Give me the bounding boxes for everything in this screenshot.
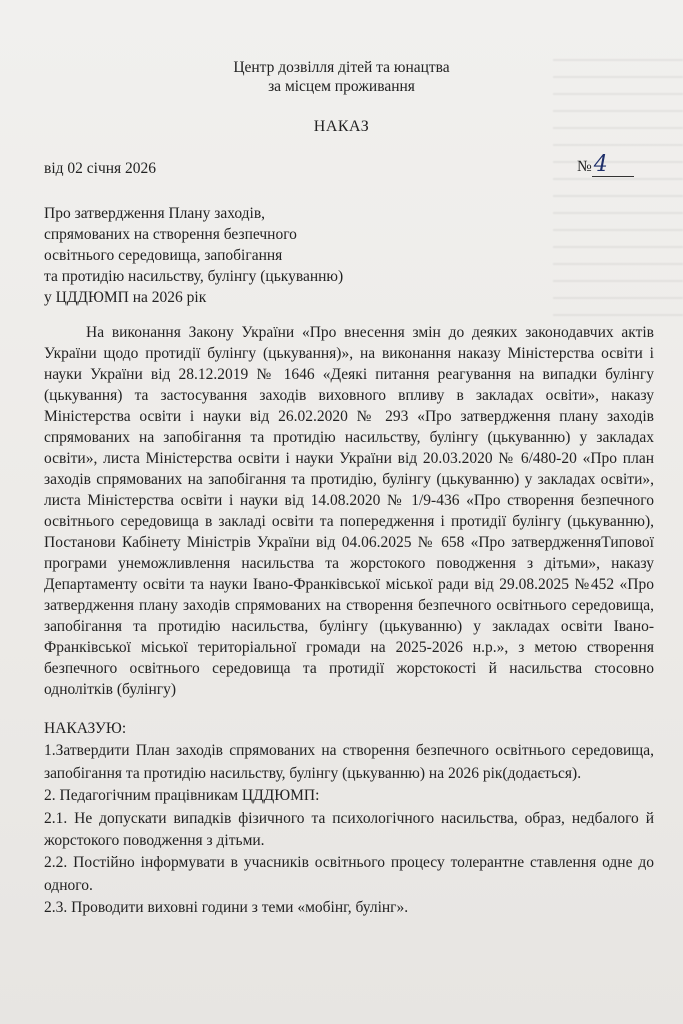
- document-title: НАКАЗ: [313, 118, 370, 135]
- order-item-2: 2. Педагогічним працівникам ЦДДЮМП:: [44, 787, 320, 805]
- number-sign: №: [577, 158, 592, 175]
- order-item-2-2: 2.2. Постійно інформувати в учасників освітнього процесу толерантне ставлення одне до одного.: [44, 854, 654, 894]
- preamble-paragraph: На виконання Закону України «Про внесення змін до деяких законодавчих актів України щодо протидії булінгу (цькування)», на виконання наказу Міністерства освіти і науки України від 28.12.2019 № 1646 «Деякі питання реагування на випадки булінгу (цькування) та застосування заходів виховного впливу в закладах освіти», наказу Міністерства освіти і науки від 26.02.2020 № 293 «Про затвердження плану заходів спрямованих на запобігання та протидію насильству, булінгу (цькуванню) у закладах освіти», листа Міністерства освіти і науки України від 20.03.2020 № 6/480-20 «Про план заходів спрямованих на запобігання та протидію, булінгу (цькуванню) у закладах освіти», листа Міністерства освіти і науки від 14.08.2020 № 1/9-436 «Про створення безпечного освітнього середовища в закладі освіти та попередження і протидії булінгу (цькуванню), Постанови Кабінету Міністрів України від 04.06.2025 № 658 «Про затвердженняТипової програми унеможливлення насильства та жорстокого поводження з дітьми», наказу Департаменту освіти та науки Івано-Франківської міської ради від 29.08.2025 №452 «Про затвердження плану заходів спрямованих на створення безпечного освітнього середовища, запобігання та протидію насильства, булінгу (цькуванню) у закладах освіти Івано-Франківської міської територіальної громади на 2025-2026 н.р.», з метою створення безпечного освітнього середовища та протидії жорстокості й насильства стосовно однолітків (булінгу): [44, 324, 654, 698]
- order-item-1: 1.Затвердити План заходів спрямованих на створення безпечного освітнього середовища, запобігання та протидію насильству, булінгу (цькуванню) на 2026 рік(додається).: [44, 742, 654, 782]
- orders-section: [44, 718, 654, 920]
- handwritten-order-number: 4: [592, 154, 634, 177]
- subject-line: освітнього середовища, запобігання: [44, 247, 283, 264]
- order-subject: [44, 203, 343, 308]
- subject-line: спрямованих на створення безпечного: [44, 226, 297, 243]
- order-item-2-3: 2.3. Проводити виховні години з теми «мобінг, булінг».: [44, 899, 409, 917]
- subject-line: у ЦДДЮМП на 2026 рік: [44, 289, 207, 306]
- order-number: [577, 154, 634, 177]
- subject-line: Про затвердження Плану заходів,: [44, 205, 266, 222]
- subject-line: та протидію насильству, булінгу (цькуванню): [44, 268, 344, 285]
- order-item-2-1: 2.1. Не допускати випадків фізичного та психологічного насильства, образ, недбалого й жорстокого поводження з дітьми.: [44, 809, 654, 850]
- orders-heading: НАКАЗУЮ:: [44, 720, 127, 737]
- org-name-line-2: за місцем проживання: [268, 78, 415, 95]
- org-name-line-1: Центр дозвілля дітей та юнацтва: [233, 59, 450, 76]
- order-date: від 02 січня 2026: [44, 160, 157, 177]
